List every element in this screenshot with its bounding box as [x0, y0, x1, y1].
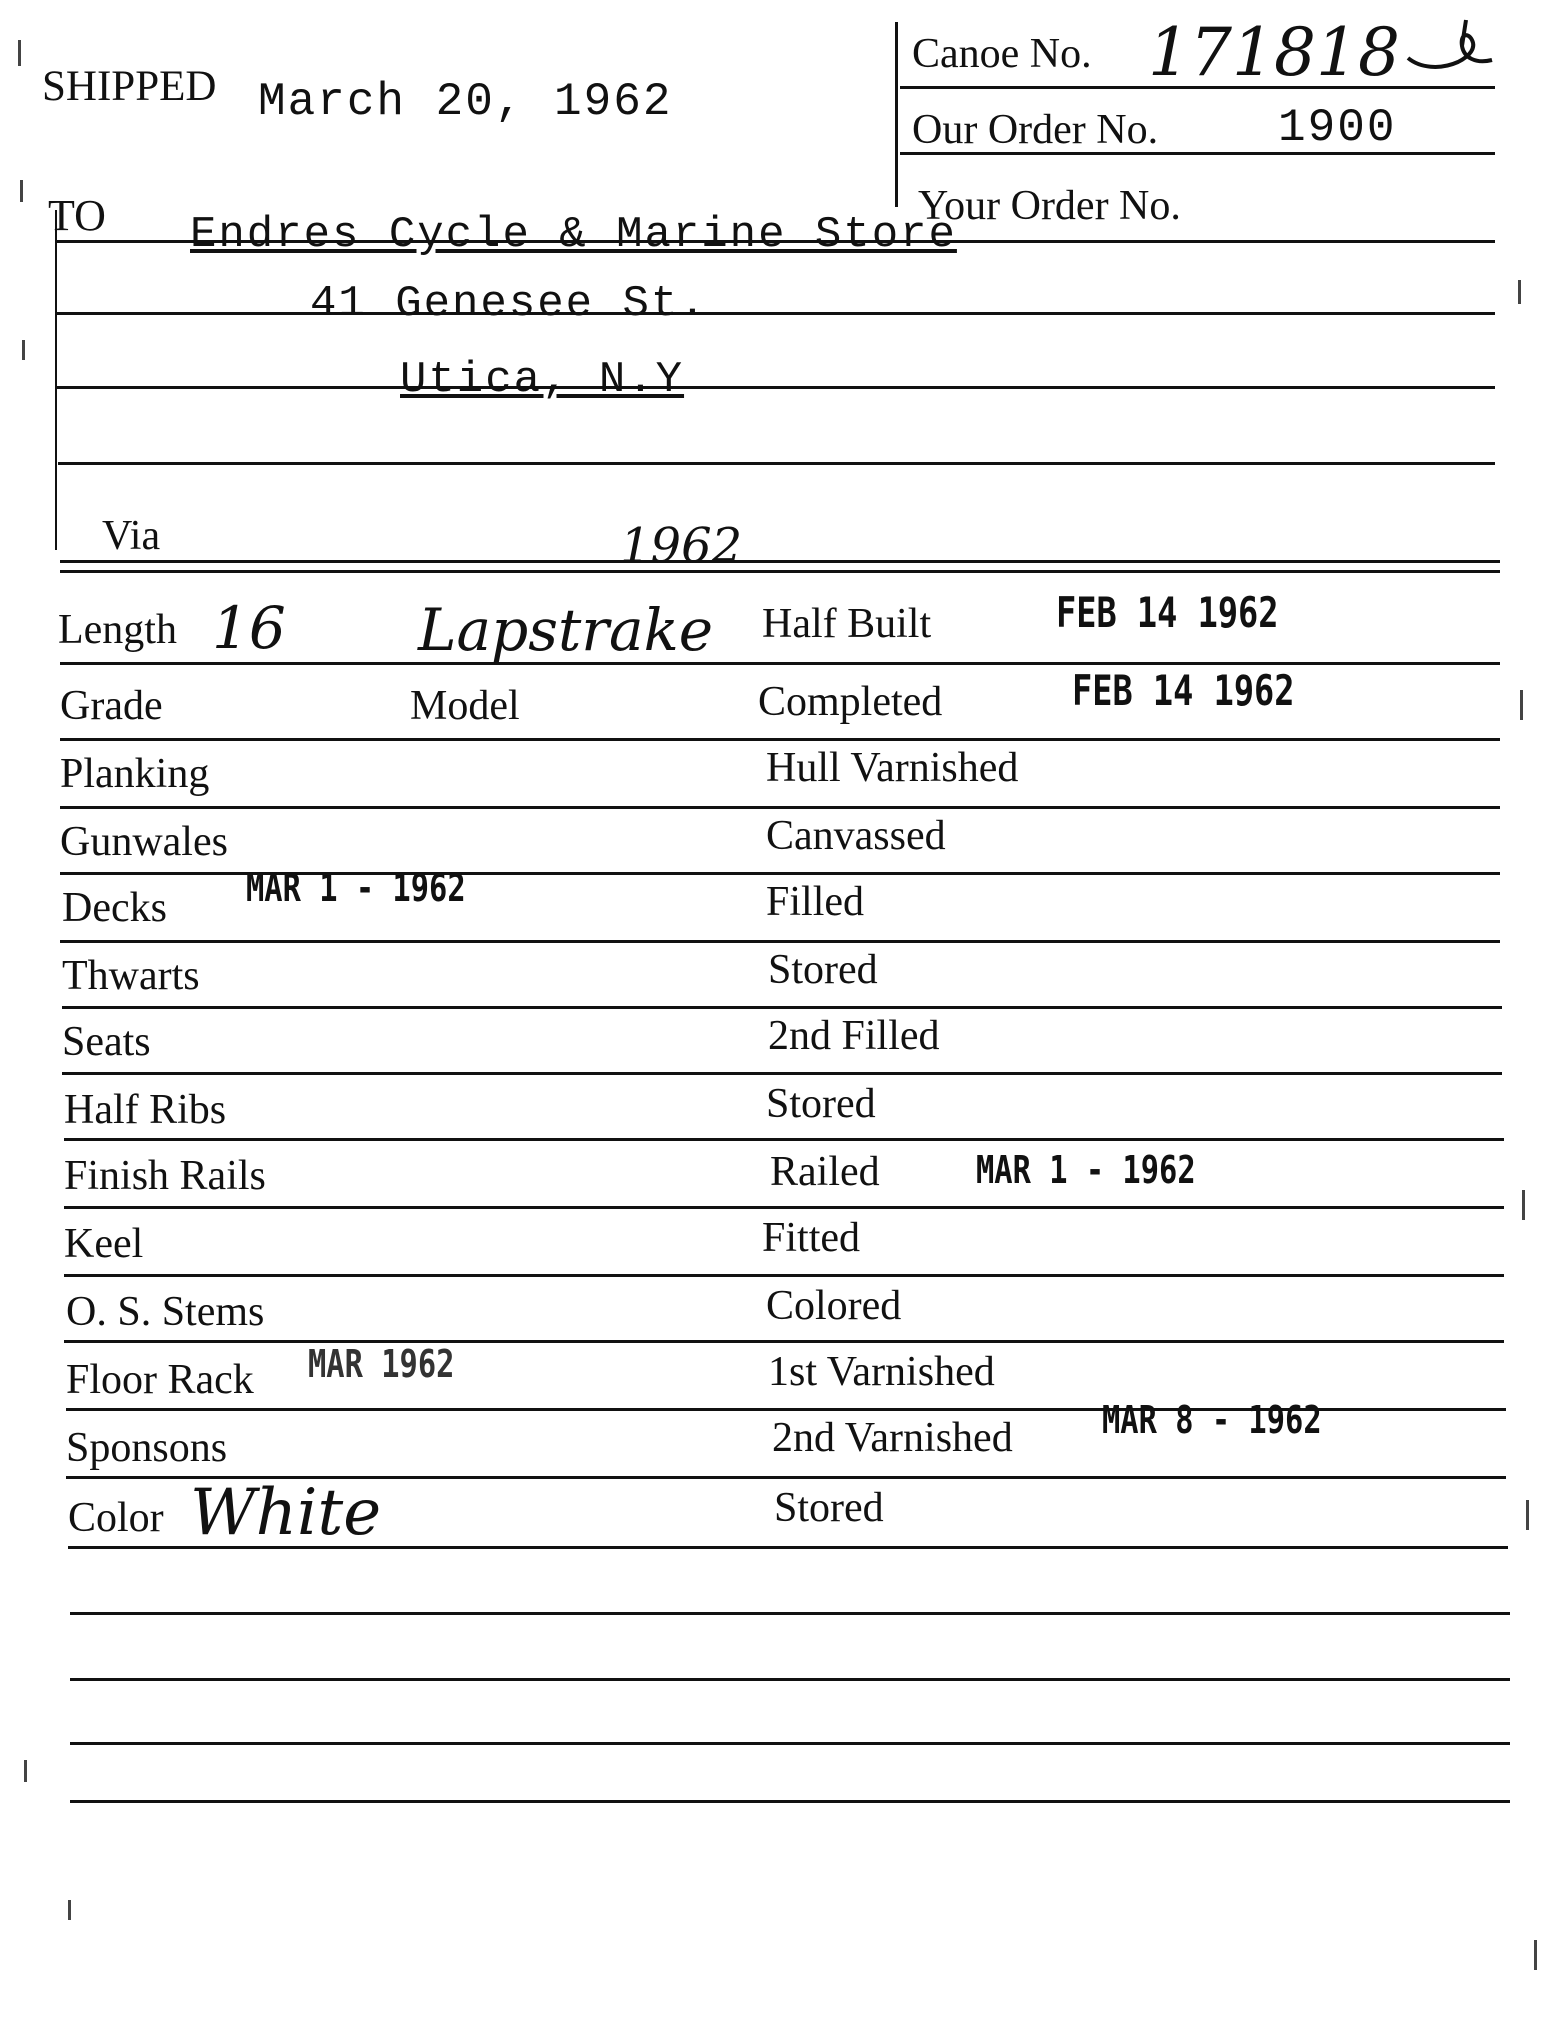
blank-rule-4 — [70, 1800, 1510, 1803]
grade-label: Grade — [60, 683, 163, 729]
shipped-date: March 20, 1962 — [258, 76, 673, 128]
row-rule-keel — [64, 1274, 1504, 1277]
model-label: Model — [410, 683, 520, 729]
your-order-label: Your Order No. — [918, 183, 1181, 229]
scan-mark — [1522, 1190, 1525, 1220]
canoe-no-label: Canoe No. — [912, 31, 1092, 77]
row-rule-finish-rails — [64, 1206, 1504, 1209]
first-varnished-label: 1st Varnished — [768, 1349, 995, 1395]
railed-stamp: MAR 1 - 1962 — [976, 1148, 1196, 1192]
half-ribs-label: Half Ribs — [64, 1087, 227, 1133]
address-line-2-rule — [55, 312, 1495, 315]
decks-label: Decks — [62, 885, 167, 931]
address-line-4-rule — [58, 462, 1495, 465]
to-label: TO — [48, 191, 106, 240]
address-line-1: Endres Cycle & Marine Store — [190, 210, 957, 260]
length-value: 16 — [212, 594, 286, 662]
left-margin-line — [55, 210, 57, 550]
stored-label-3: Stored — [774, 1485, 884, 1531]
os-stems-label: O. S. Stems — [66, 1289, 265, 1335]
blank-rule-3 — [70, 1742, 1510, 1745]
row-rule-planking — [60, 806, 1500, 809]
planking-label: Planking — [60, 751, 210, 797]
fitted-label: Fitted — [762, 1215, 861, 1261]
blank-rule-1 — [70, 1612, 1510, 1615]
via-rule-bottom — [60, 570, 1500, 573]
decks-stamp: MAR 1 - 1962 — [246, 866, 466, 910]
scan-mark — [20, 180, 23, 202]
scan-mark — [1518, 280, 1521, 304]
via-label: Via — [102, 513, 161, 559]
address-line-2: 41 Genesee St. — [310, 279, 708, 329]
scan-mark — [18, 40, 21, 66]
scan-mark — [1534, 1940, 1537, 1970]
finish-rails-label: Finish Rails — [64, 1153, 266, 1199]
row-rule-seats — [62, 1072, 1502, 1075]
row-rule-decks — [60, 940, 1500, 943]
length-label: Length — [58, 607, 177, 653]
scan-mark — [68, 1900, 71, 1920]
half-built-stamp: FEB 14 1962 — [1056, 588, 1279, 637]
row-rule-half-ribs — [64, 1138, 1504, 1141]
thwarts-label: Thwarts — [62, 953, 200, 999]
our-order-label: Our Order No. — [912, 107, 1159, 153]
our-order-value: 1900 — [1278, 102, 1397, 154]
shipped-label: SHIPPED — [42, 63, 217, 110]
half-built-label: Half Built — [762, 601, 932, 647]
scan-mark — [1526, 1500, 1529, 1530]
address-line-3-rule — [55, 386, 1495, 389]
stored-label-2: Stored — [766, 1081, 876, 1127]
scan-mark — [22, 340, 25, 360]
sponsons-label: Sponsons — [66, 1425, 228, 1471]
header-divider — [895, 22, 898, 207]
canoe-no-value: 171818 — [1148, 14, 1400, 91]
address-line-3: Utica, N.Y — [400, 355, 685, 405]
color-value: White — [190, 1476, 382, 1550]
completed-label: Completed — [758, 679, 943, 725]
stored-label-1: Stored — [768, 947, 878, 993]
via-rule-top — [60, 560, 1500, 563]
colored-label: Colored — [766, 1283, 902, 1329]
color-label: Color — [68, 1495, 164, 1541]
floor-rack-stamp: MAR 1962 — [308, 1342, 455, 1386]
seats-label: Seats — [62, 1019, 151, 1065]
keel-label: Keel — [64, 1221, 144, 1267]
hull-varnished-label: Hull Varnished — [766, 745, 1019, 791]
model-value: Lapstrake — [418, 596, 714, 664]
row-rule-stems — [64, 1340, 1504, 1343]
scan-mark — [1520, 690, 1523, 720]
gunwales-label: Gunwales — [60, 819, 228, 865]
handwritten-mark — [1400, 18, 1510, 78]
row-rule-grade — [60, 738, 1500, 741]
canvassed-label: Canvassed — [766, 813, 946, 859]
railed-label: Railed — [770, 1149, 880, 1195]
filled-label: Filled — [766, 879, 865, 925]
second-varnished-label: 2nd Varnished — [772, 1415, 1013, 1461]
blank-rule-2 — [70, 1678, 1510, 1681]
via-handwritten-year: 1962 — [620, 518, 743, 574]
completed-stamp: FEB 14 1962 — [1072, 666, 1295, 715]
row-rule-length — [60, 662, 1500, 665]
scan-mark — [24, 1760, 27, 1782]
second-varnished-stamp: MAR 8 - 1962 — [1102, 1398, 1322, 1442]
row-rule-thwarts — [62, 1006, 1502, 1009]
second-filled-label: 2nd Filled — [768, 1013, 940, 1059]
floor-rack-label: Floor Rack — [66, 1357, 254, 1403]
